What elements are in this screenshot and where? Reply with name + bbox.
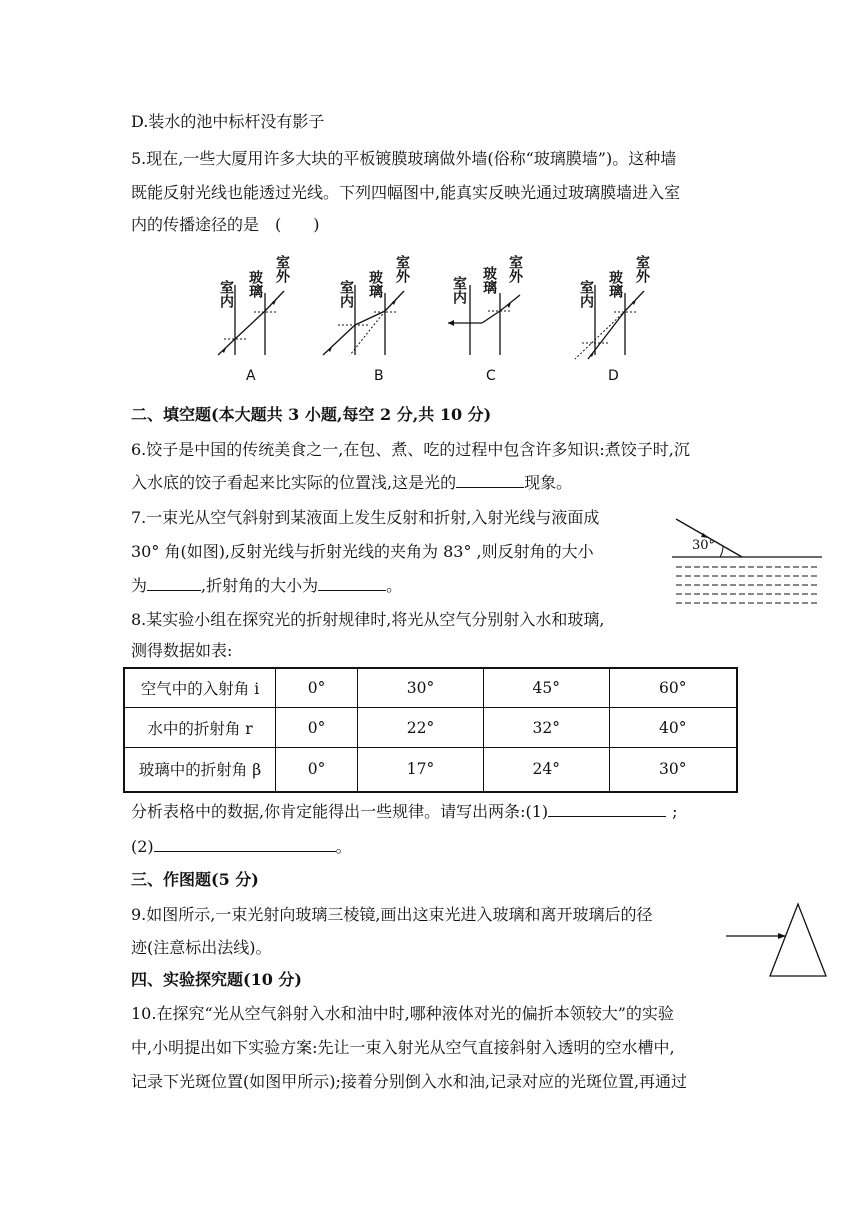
diagram-c-label-indoor: 室内	[451, 276, 467, 304]
q9-line-1: 9.如图所示,一束光射向玻璃三棱镜,画出这束光进入玻璃和离开玻璃后的径	[131, 905, 653, 924]
q8-text-c: (2)	[131, 837, 154, 856]
q7-text-b: ,折射角的大小为	[201, 576, 319, 595]
q7-liquid-figure	[672, 515, 824, 615]
table-cell: 24°	[483, 748, 609, 792]
q6-text-a: 入水底的饺子看起来比实际的位置浅,这是光的	[131, 473, 457, 492]
table-cell: 0°	[276, 708, 358, 748]
table-row	[124, 708, 737, 748]
diagram-d-label-glass: 玻璃	[607, 270, 623, 298]
q8-answer-line-2	[131, 835, 352, 859]
q7-text-c: 。	[386, 576, 403, 595]
diagram-c-label-glass: 玻璃	[481, 266, 497, 294]
q8-answer-line-1	[131, 800, 678, 824]
q8-text-b: ;	[672, 802, 678, 821]
diagram-a-label-glass: 玻璃	[247, 270, 263, 298]
q6-line-2	[131, 471, 572, 495]
q6-text-b: 现象。	[524, 473, 573, 492]
table-cell: 0°	[276, 748, 358, 792]
q5-line-2: 既能反射光线也能透过光线。下列四幅图中,能真实反映光通过玻璃膜墙进入室	[131, 183, 681, 202]
q7-line-3	[131, 574, 402, 598]
q10-line-1: 10.在探究“光从空气斜射入水和油中时,哪种液体对光的偏折本领较大”的实验	[131, 1004, 674, 1023]
table-cell: 40°	[609, 708, 737, 748]
q9-prism-figure	[726, 902, 830, 980]
q6-line-1: 6.饺子是中国的传统美食之一,在包、煮、吃的过程中包含许多知识:煮饺子时,沉	[131, 440, 690, 459]
table-row	[124, 668, 737, 708]
table-cell: 空气中的入射角 i	[124, 668, 276, 708]
option-d-label: D	[608, 368, 619, 384]
diagram-d-label-indoor: 室内	[578, 280, 594, 308]
q9-line-2: 迹(注意标出法线)。	[131, 938, 272, 957]
table-cell: 0°	[276, 668, 358, 708]
q10-line-2: 中,小明提出如下实验方案:先让一束入射光从空气直接斜射入透明的空水槽中,	[131, 1038, 675, 1057]
q7-refraction-blank[interactable]	[318, 574, 386, 591]
q8-rule-1-blank[interactable]	[548, 800, 666, 817]
q6-answer-blank[interactable]	[456, 471, 524, 488]
q7-line-1: 7.一束光从空气斜射到某液面上发生反射和折射,入射光线与液面成	[131, 508, 600, 527]
option-b-label: B	[374, 368, 384, 384]
option-d-text: D.装水的池中标杆没有影子	[131, 112, 325, 131]
q8-text-d: 。	[335, 837, 352, 856]
table-cell: 32°	[483, 708, 609, 748]
diagram-c-label-outdoor: 室外	[507, 255, 523, 283]
diagram-a-label-indoor: 室内	[218, 280, 234, 308]
diagram-b-label-glass: 玻璃	[367, 270, 383, 298]
section-3-title: 三、作图题(5 分)	[131, 870, 259, 889]
diagram-b-label-indoor: 室内	[338, 280, 354, 308]
q8-line-2: 测得数据如表:	[131, 641, 233, 660]
q8-rule-2-blank[interactable]	[154, 835, 336, 852]
option-c-label: C	[486, 368, 496, 384]
table-cell: 水中的折射角 r	[124, 708, 276, 748]
q5-line-1: 5.现在,一些大厦用许多大块的平板镀膜玻璃做外墙(俗称“玻璃膜墙”)。这种墙	[131, 149, 677, 168]
diagram-a-label-outdoor: 室外	[274, 255, 290, 283]
table-cell: 30°	[358, 668, 484, 708]
section-2-title: 二、填空题(本大题共 3 小题,每空 2 分,共 10 分)	[131, 405, 492, 424]
table-cell: 60°	[609, 668, 737, 708]
q10-line-3: 记录下光斑位置(如图甲所示);接着分别倒入水和油,记录对应的光斑位置,再通过	[131, 1072, 688, 1091]
refraction-data-table	[123, 667, 738, 793]
q8-line-1: 8.某实验小组在探究光的折射规律时,将光从空气分别射入水和玻璃,	[131, 610, 605, 629]
q5-line-3: 内的传播途径的是 ( )	[131, 215, 320, 234]
option-a-label: A	[246, 368, 256, 384]
diagram-b-label-outdoor: 室外	[394, 255, 410, 283]
table-cell: 17°	[358, 748, 484, 792]
table-cell: 22°	[358, 708, 484, 748]
q8-text-a: 分析表格中的数据,你肯定能得出一些规律。请写出两条:(1)	[131, 802, 549, 821]
table-row	[124, 748, 737, 792]
q7-angle-label: 30°	[692, 538, 716, 553]
q7-line-2: 30° 角(如图),反射光线与折射光线的夹角为 83° ,则反射角的大小	[131, 542, 594, 561]
q7-text-a: 为	[131, 576, 148, 595]
table-cell: 30°	[609, 748, 737, 792]
table-cell: 玻璃中的折射角 β	[124, 748, 276, 792]
section-4-title: 四、实验探究题(10 分)	[131, 970, 302, 989]
q7-reflection-blank[interactable]	[147, 574, 201, 591]
diagram-d-label-outdoor: 室外	[634, 255, 650, 283]
table-cell: 45°	[483, 668, 609, 708]
